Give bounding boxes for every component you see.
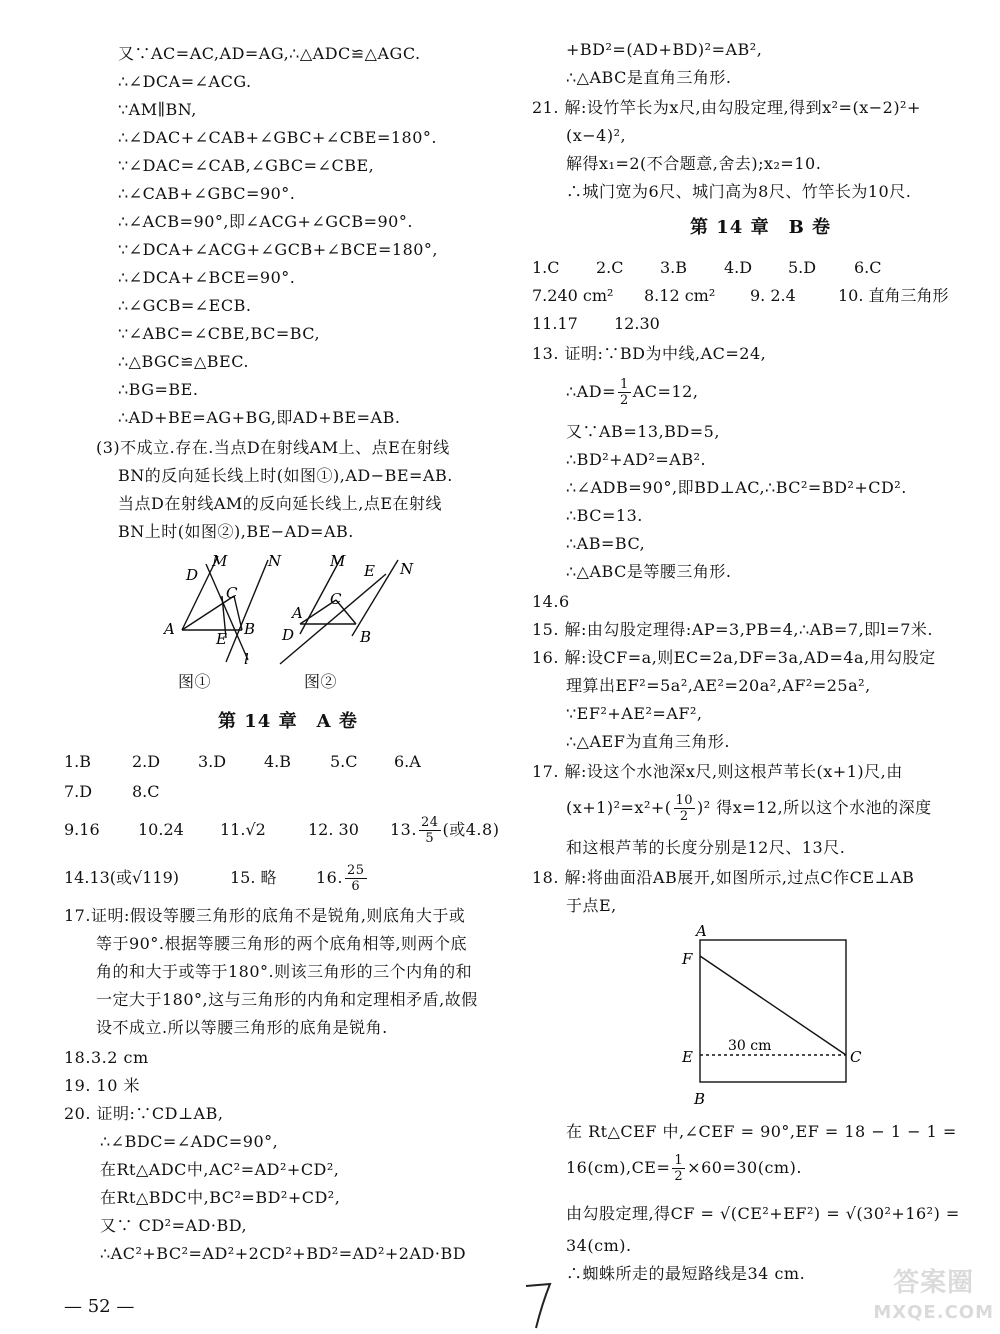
answer: 8.C [132, 782, 160, 801]
q18-line: 于点E, [566, 896, 617, 915]
answer: 1.C [532, 258, 560, 277]
answer: 12. 30 [308, 820, 359, 839]
fraction [618, 377, 631, 408]
fig1-label-c: C [226, 584, 238, 602]
denominator: 2 [674, 1169, 684, 1184]
numerator: 10 [675, 793, 694, 808]
fraction [674, 793, 696, 824]
answer: 9.16 [64, 820, 100, 839]
solution-line: 34(cm). [566, 1236, 632, 1255]
mc-answers-row-1 [532, 258, 932, 278]
length-label: 30 cm [728, 1038, 772, 1054]
q21-line: ∴城门宽为6尺、城门高为8尺、竹竿长为10尺. [566, 182, 912, 201]
q20-line: 在Rt△ADC中,AC²=AD²+CD², [100, 1160, 340, 1179]
mc-answers-row-2 [532, 286, 972, 306]
label-f: F [682, 950, 693, 968]
q18-line: 18. 解:将曲面沿AB展开,如图所示,过点C作CE⊥AB [532, 868, 915, 887]
answer: 12.30 [614, 314, 660, 333]
proof-line: ∴∠CAB+∠GBC=90°. [118, 184, 296, 203]
answer: 11.√2 [220, 820, 266, 839]
q13-line: 又∵AB=13,BD=5, [566, 422, 720, 441]
unfolded-cylinder-diagram [676, 922, 876, 1112]
q20-line: 在Rt△BDC中,BC²=BD²+CD², [100, 1188, 341, 1207]
proof-line: ∴∠DCA=∠ACG. [118, 72, 252, 91]
q16-line: 理算出EF²=5a²,AE²=20a²,AF²=25a², [566, 676, 871, 695]
watermark-logo [873, 1268, 994, 1328]
denominator: 6 [351, 879, 361, 894]
figure-1-caption: 图① [178, 672, 212, 691]
proof-line: BN上时(如图②),BE−AD=AB. [118, 522, 354, 541]
q13-line: ∴BD²+AD²=AB². [566, 450, 707, 469]
q16-line: ∴△AEF为直角三角形. [566, 732, 730, 751]
section-a-title: 第 14 章 A 卷 [218, 711, 358, 732]
q17-eq-prefix: (x+1)²=x²+( [566, 798, 672, 817]
q17-eq-suffix: )² 得x=12,所以这个水池的深度 [697, 798, 932, 817]
solution-line-2-prefix: 16(cm),CE= [566, 1158, 671, 1177]
q17-equation [566, 786, 932, 830]
proof-line: ∴△BGC≌△BEC. [118, 352, 249, 371]
q17-line: 和这根芦苇的长度分别是12尺、13尺. [566, 838, 846, 857]
figure-1 [160, 552, 290, 667]
q14-answer: 14.6 [532, 592, 570, 611]
proof-line: ∵∠DCA+∠ACG+∠GCB+∠BCE=180°, [118, 240, 439, 259]
answer: 10.24 [138, 820, 184, 839]
fig2-label-a: A [292, 604, 303, 622]
proof-line: +BD²=(AD+BD)²=AB², [566, 40, 763, 59]
q13-line: ∴BC=13. [566, 506, 643, 525]
proof-line: 又∵AC=AC,AD=AG,∴△ADC≌△AGC. [118, 44, 421, 63]
fig1-label-b: B [244, 620, 256, 638]
handwritten-mark [520, 1280, 560, 1332]
answer: 7.D [64, 782, 93, 801]
solution-line: 由勾股定理,得CF = √(CE²+EF²) = √(30²+16²) = [566, 1204, 960, 1223]
label-c: C [850, 1048, 862, 1066]
denominator: 5 [425, 831, 435, 846]
answer: 4.D [724, 258, 753, 277]
q13-line: ∴△ABC是等腰三角形. [566, 562, 732, 581]
fig1-label-l: l [244, 650, 249, 667]
figure-2-caption: 图② [304, 672, 338, 691]
answer: 8.12 cm² [644, 286, 716, 305]
numerator: 24 [420, 815, 439, 830]
answer: 6.C [854, 258, 882, 277]
q18-answer: 18.3.2 cm [64, 1048, 149, 1067]
section-b-title: 第 14 章 B 卷 [690, 217, 832, 238]
fig2-label-e: E [364, 562, 375, 580]
fig2-label-d: D [282, 626, 295, 644]
answer: 5.C [330, 752, 358, 771]
q21-line: 解得x₁=2(不合题意,舍去);x₂=10. [566, 154, 822, 173]
proof-line: BN的反向延长线上时(如图①),AD−BE=AB. [118, 466, 453, 485]
watermark-line-1: 答案圈 [893, 1268, 975, 1298]
q13-line: 13. 证明:∵BD为中线,AC=24, [532, 344, 767, 363]
fig1-label-d: D [186, 566, 199, 584]
q13-ad-suffix: AC=12, [632, 382, 699, 401]
fraction [345, 863, 367, 894]
answer-13-suffix: (或4.8) [442, 820, 500, 839]
fig2-label-m: M [330, 552, 346, 570]
solution-line: 在 Rt△CEF 中,∠CEF = 90°,EF = 18 − 1 − 1 = [566, 1122, 957, 1141]
answer: 5.D [788, 258, 817, 277]
fig2-label-c: C [330, 590, 342, 608]
solution-line: ∴蜘蛛所走的最短路线是34 cm. [566, 1264, 806, 1283]
numerator: 25 [346, 863, 365, 878]
answer: 2.D [132, 752, 161, 771]
fig1-label-m: M [212, 552, 228, 570]
q17-line: 17.证明:假设等腰三角形的底角不是锐角,则底角大于或 [64, 906, 466, 925]
answer-13-prefix: 13. [390, 820, 417, 839]
answer: 3.D [198, 752, 227, 771]
q16-line: ∵EF²+AE²=AF², [566, 704, 703, 723]
fraction [672, 1153, 685, 1184]
fig2-label-n: N [400, 560, 414, 578]
fraction [419, 815, 441, 846]
q15-answer: 15. 解:由勾股定理得:AP=3,PB=4,∴AB=7,即l=7米. [532, 620, 933, 639]
q13-ad-prefix: ∴AD= [566, 382, 616, 401]
mc-answers-row-2 [64, 782, 264, 802]
answer: 14.13(或√119) [64, 868, 180, 887]
answer-16-prefix: 16. [316, 868, 343, 887]
q19-answer: 19. 10 米 [64, 1076, 140, 1095]
answer: 9. 2.4 [750, 286, 796, 305]
q16-line: 16. 解:设CF=a,则EC=2a,DF=3a,AD=4a,用勾股定 [532, 648, 936, 667]
fig2-label-b: B [360, 628, 372, 646]
label-b: B [694, 1090, 706, 1108]
q17-line: 17. 解:设这个水池深x尺,则这根芦苇长(x+1)尺,由 [532, 762, 903, 781]
label-e: E [682, 1048, 693, 1066]
solution-line-2 [566, 1146, 802, 1190]
watermark-line-2: MXQE.COM [873, 1302, 994, 1323]
page-number: — 52 — [64, 1296, 135, 1317]
answer: 3.B [660, 258, 688, 277]
q20-line: ∴∠BDC=∠ADC=90°, [100, 1132, 279, 1151]
answer: 10. 直角三角形 [838, 286, 949, 305]
proof-line: ∴AD+BE=AG+BG,即AD+BE=AB. [118, 408, 401, 427]
answer: 15. 略 [230, 868, 277, 887]
answer: 2.C [596, 258, 624, 277]
numerator: 1 [674, 1153, 684, 1168]
proof-line: ∴△ABC是直角三角形. [566, 68, 732, 87]
q13-ad-line [566, 370, 698, 414]
answer: 6.A [394, 752, 421, 771]
denominator: 2 [679, 809, 689, 824]
fig1-label-n: N [268, 552, 282, 570]
q21-line: 21. 解:设竹竿长为x尺,由勾股定理,得到x²=(x−2)²+ [532, 98, 921, 117]
mc-answers-row-1 [64, 752, 464, 772]
q17-line: 角的和大于或等于180°.则该三角形的三个内角的和 [96, 962, 473, 981]
numerator: 1 [619, 377, 629, 392]
mc-answers-row-3 [532, 314, 732, 334]
q21-line: (x−4)², [566, 126, 627, 145]
answer-13 [390, 808, 499, 852]
proof-line: ∴∠DCA+∠BCE=90°. [118, 268, 296, 287]
proof-line: 当点D在射线AM的反向延长线上,点E在射线 [118, 494, 443, 513]
q20-line: 20. 证明:∵CD⊥AB, [64, 1104, 224, 1123]
answer: 4.B [264, 752, 292, 771]
proof-line: ∴∠DAC+∠CAB+∠GBC+∠CBE=180°. [118, 128, 437, 147]
q17-line: 一定大于180°,这与三角形的内角和定理相矛盾,故假 [96, 990, 478, 1009]
q17-line: 设不成立.所以等腰三角形的底角是锐角. [96, 1018, 388, 1037]
proof-line: ∵AM∥BN, [118, 100, 197, 119]
solution-line-2-suffix: ×60=30(cm). [687, 1158, 802, 1177]
q13-line: ∴AB=BC, [566, 534, 646, 553]
denominator: 2 [619, 393, 629, 408]
answer-16 [316, 856, 369, 900]
fig1-label-a: A [164, 620, 175, 638]
answer: 7.240 cm² [532, 286, 614, 305]
answer: 11.17 [532, 314, 578, 333]
figure-2 [276, 552, 416, 667]
proof-line: ∵∠DAC=∠CAB,∠GBC=∠CBE, [118, 156, 375, 175]
proof-line: ∴∠ACB=90°,即∠ACG+∠GCB=90°. [118, 212, 413, 231]
q13-line: ∴∠ADB=90°,即BD⊥AC,∴BC²=BD²+CD². [566, 478, 907, 497]
proof-line: ∵∠ABC=∠CBE,BC=BC, [118, 324, 321, 343]
q20-line: ∴AC²+BC²=AD²+2CD²+BD²=AD²+2AD·BD [100, 1244, 467, 1263]
proof-line: ∴BG=BE. [118, 380, 199, 399]
q17-line: 等于90°.根据等腰三角形的两个底角相等,则两个底 [96, 934, 468, 953]
proof-line: (3)不成立.存在.当点D在射线AM上、点E在射线 [96, 438, 450, 457]
label-a: A [696, 922, 707, 940]
fig1-label-e: E [216, 630, 227, 648]
answer: 1.B [64, 752, 92, 771]
q20-line: 又∵ CD²=AD·BD, [100, 1216, 248, 1235]
proof-line: ∴∠GCB=∠ECB. [118, 296, 252, 315]
